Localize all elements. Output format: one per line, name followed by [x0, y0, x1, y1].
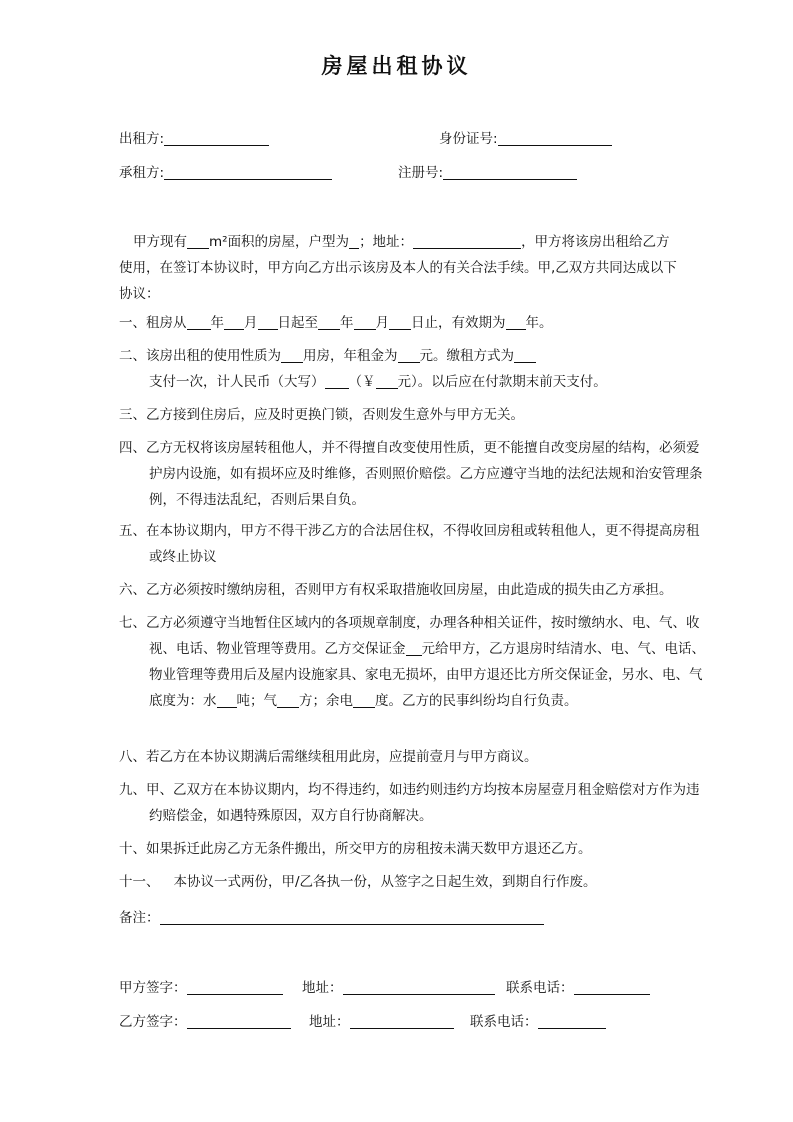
annual-rent-blank[interactable] [398, 348, 420, 363]
clause-1-month-2: 月 [375, 315, 389, 331]
intro-text-1: 甲方现有 [133, 234, 187, 250]
lessee-label: 承租方: [119, 165, 165, 181]
clause-3: 三、乙方接到住房后，应及时更换门锁，否则发生意外与甲方无关。 [119, 407, 524, 423]
id-label: 身份证号: [439, 131, 498, 147]
start-year-blank[interactable] [187, 315, 211, 330]
clause-9: 九、甲、乙双方在本协议期内，均不得违约，如违约则违约方均按本房屋壹月租金赔偿对方作为违约赔偿金，如遇特殊原因，双方自行协商解决。 [119, 782, 700, 824]
usage-blank[interactable] [281, 348, 303, 363]
id-field [439, 127, 612, 147]
party-a-sign-field [119, 976, 283, 996]
intro-text-3: ；地址： [359, 234, 414, 250]
clause-4: 四、乙方无权将该房屋转租他人，并不得擅自改变使用性质，更不能擅自改变房屋的结构，必须爱护房内设施，如有损坏应及时维修，否则照价赔偿。乙方应遵守当地的法纪法规和治安管理条例，不得违法乱纪，否则后果自负。 [119, 440, 703, 508]
clause-1-year-2: 年 [340, 315, 354, 331]
party-b-sign-label: 乙方签字： [119, 1014, 187, 1030]
payment-blank[interactable] [514, 348, 536, 363]
clause-1-year: 年 [210, 315, 224, 331]
clause-7-text-1: 七、乙方必须遵守当地暂住区域内的各项规章制度，办理各种相关证件，按时缴纳水、电、气、收视、电话、物业管理等费用。乙方交保证金 [119, 615, 700, 657]
clause-2-text-2: 用房，年租金为 [303, 348, 398, 364]
intro-text-4: ，甲方将该房出租给乙方使用，在签订本协议时，甲方向乙方出示该房及本人的有关合法手续。甲,乙双方共同达成以下协议： [119, 234, 677, 302]
end-month-blank[interactable] [354, 315, 376, 330]
start-day-blank[interactable] [258, 315, 278, 330]
clause-10: 十、如果拆迁此房乙方无条件搬出，所交甲方的房租按未满天数甲方退还乙方。 [119, 841, 592, 857]
party-a-address-label: 地址： [302, 980, 343, 996]
deposit-blank[interactable] [406, 641, 422, 656]
party-a-sign-label: 甲方签字： [119, 980, 187, 996]
clause-11 [119, 869, 679, 895]
clause-7-text-3: 吨；气 [236, 693, 277, 709]
party-a-address-blank[interactable] [343, 980, 495, 995]
clause-11-number: 十一、 [119, 874, 160, 890]
clause-2-text-6: 元）。以后应在付款期末前天支付。 [397, 374, 607, 390]
area-blank[interactable] [187, 234, 209, 249]
party-a-sign-blank[interactable] [187, 980, 283, 995]
start-month-blank[interactable] [224, 315, 244, 330]
end-year-blank[interactable] [318, 315, 340, 330]
party-b-sign-field [119, 1010, 291, 1030]
clause-8: 八、若乙方在本协议期满后需继续租用此房，应提前壹月与甲方商议。 [119, 749, 538, 765]
id-blank[interactable] [498, 131, 612, 146]
lessor-blank[interactable] [164, 131, 269, 146]
clause-7-text-5: 度。乙方的民事纠纷均自行负责。 [375, 693, 578, 709]
term-blank[interactable] [506, 315, 526, 330]
clause-11-text: 本协议一式两份，甲/乙各执一份，从签字之日起生效，到期自行作废。 [173, 874, 597, 890]
clause-5: 五、在本协议期内，甲方不得干涉乙方的合法居住权，不得收回房租或转租他人，更不得提高房租或终止协议 [119, 523, 700, 565]
party-b-sign-blank[interactable] [187, 1014, 291, 1029]
layout-blank[interactable] [349, 234, 359, 249]
intro-paragraph [119, 229, 677, 307]
clause-2-text-5: （￥ [348, 374, 376, 390]
clause-2-text-4: 支付一次，计人民币（大写） [149, 374, 325, 390]
water-blank[interactable] [217, 693, 237, 708]
end-day-blank[interactable] [389, 315, 411, 330]
amount-number-blank[interactable] [376, 374, 398, 389]
remark-blank[interactable] [160, 910, 544, 925]
party-b-phone-field [470, 1010, 606, 1030]
lessee-field [119, 161, 332, 181]
clause-7-text-2: 元给甲方，乙方退房时结清水、电、气、电话、物业管理等费用后及屋内设施家具、家电无损坏，由甲方退还比方所交保证金，另水、电、气底度为：水 [149, 641, 705, 709]
remark-label: 备注： [119, 910, 160, 926]
party-a-phone-field [506, 976, 650, 996]
address-blank[interactable] [413, 234, 521, 249]
clause-1-end: 年。 [525, 315, 553, 331]
lessee-blank[interactable] [164, 165, 332, 180]
party-b-address-field [309, 1010, 454, 1030]
clause-1-text: 一、租房从 [119, 315, 187, 331]
remark-field [119, 906, 544, 926]
party-a-phone-blank[interactable] [574, 980, 650, 995]
party-b-phone-blank[interactable] [538, 1014, 606, 1029]
reg-label: 注册号: [398, 165, 444, 181]
reg-blank[interactable] [443, 165, 577, 180]
lessor-field [119, 127, 269, 147]
clause-7-text-4: 方；余电 [299, 693, 353, 709]
lessor-label: 出租方: [119, 131, 165, 147]
clause-2 [119, 343, 709, 395]
clause-2-text-1: 二、该房出租的使用性质为 [119, 348, 281, 364]
party-b-address-blank[interactable] [350, 1014, 454, 1029]
amount-words-blank[interactable] [325, 374, 349, 389]
party-b-address-label: 地址： [309, 1014, 350, 1030]
reg-field [398, 161, 577, 181]
clause-1 [119, 310, 679, 336]
clause-2-text-3: 元。缴租方式为 [419, 348, 514, 364]
clause-1-month: 月 [244, 315, 258, 331]
clause-6: 六、乙方必须按时缴纳房租，否则甲方有权采取措施收回房屋，由此造成的损失由乙方承担。 [119, 582, 673, 598]
party-a-phone-label: 联系电话： [506, 980, 574, 996]
document-title: 房屋出租协议 [321, 53, 472, 78]
clause-7 [119, 610, 709, 714]
clause-1-day-2: 日止，有效期为 [411, 315, 506, 331]
clause-1-day: 日起至 [277, 315, 318, 331]
party-a-address-field [302, 976, 495, 996]
party-b-phone-label: 联系电话： [470, 1014, 538, 1030]
electricity-blank[interactable] [353, 693, 375, 708]
gas-blank[interactable] [277, 693, 299, 708]
intro-text-2: m²面积的房屋，户型为 [209, 234, 350, 250]
